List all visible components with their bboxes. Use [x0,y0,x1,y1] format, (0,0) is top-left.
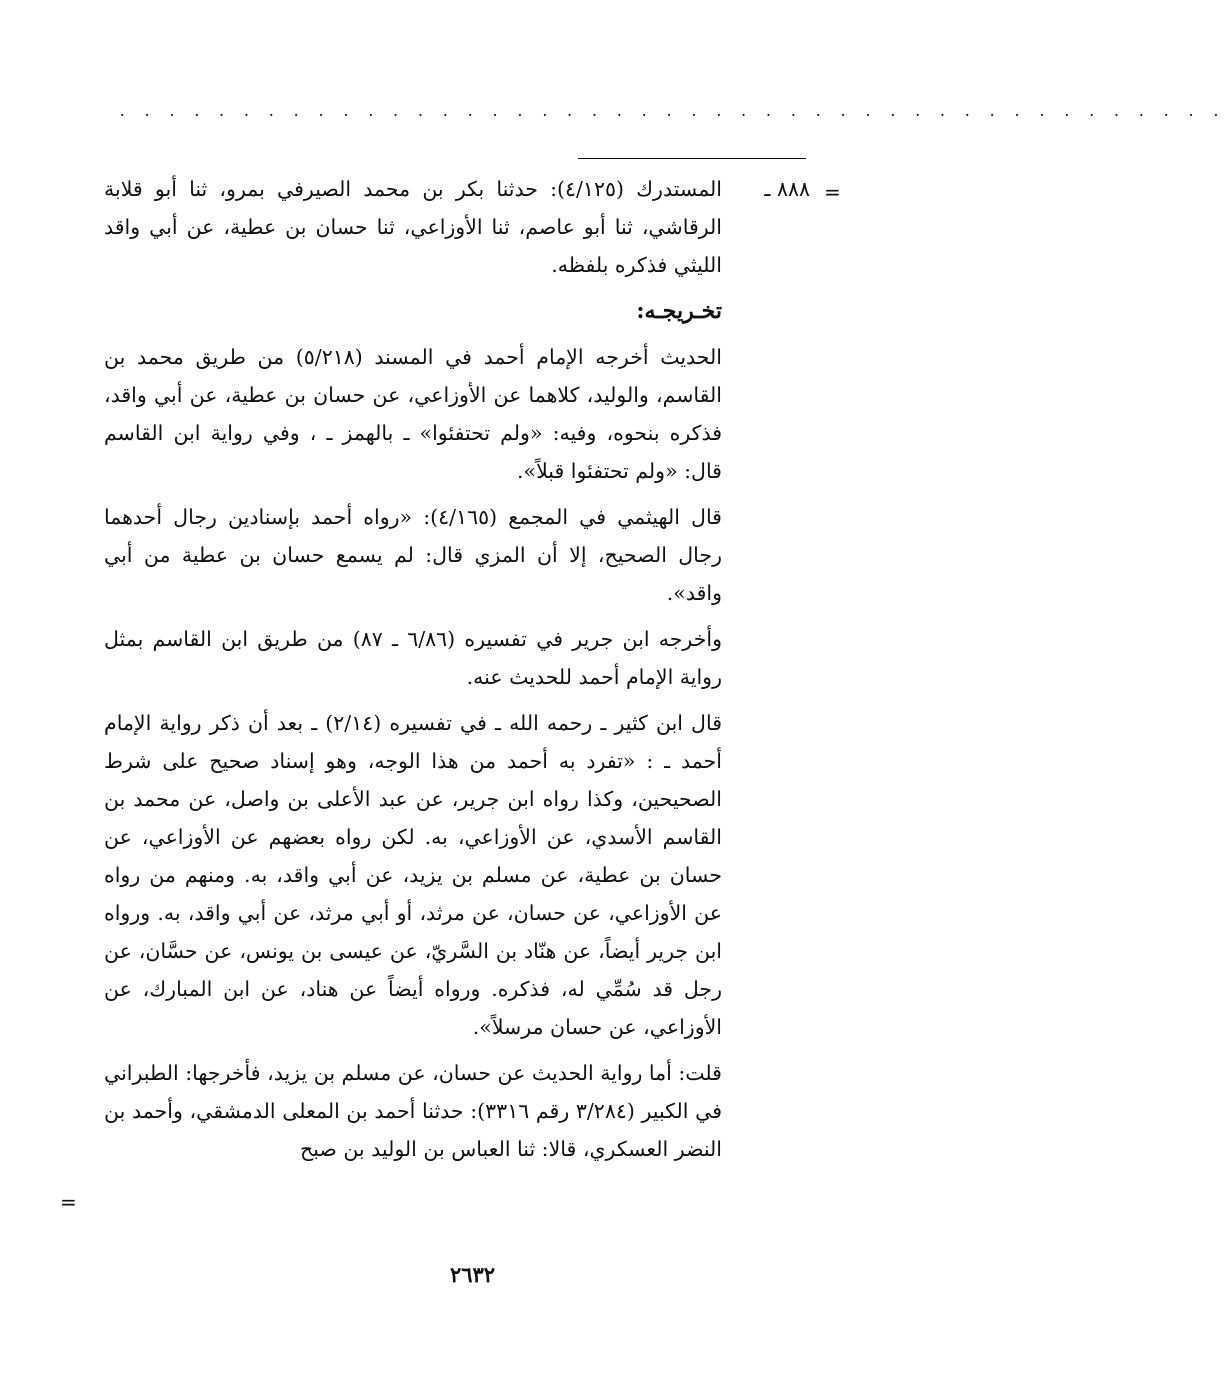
paragraph-ibn-jarir: وأخرجه ابن جرير في تفسيره (٦/٨٦ ـ ٨٧) من طريق ابن القاسم بمثل رواية الإمام أحمد للحديث عنه. [104,627,722,689]
paragraph-ibn-kathir: قال ابن كثير ـ رحمه الله ـ في تفسيره (٢/١٤) ـ بعد أن ذكر رواية الإمام أحمد ـ : «تفرد به أحمد من هذا الوجه، وهو إسناد صحيح على شرط الصحيحين، وكذا رواه ابن جرير، عن عبد الأعلى بن واصل، عن محمد بن القاسم الأسدي، عن الأوزاعي، به. لكن رواه بعضهم عن الأوزاعي، عن حسان بن عطية، عن مسلم بن يزيد، عن أبي واقد، به. ومنهم من رواه عن الأوزاعي، عن حسان، عن مرثد، أو أبي مرثد، عن أبي واقد، به. ورواه ابن جرير أيضاً، عن هنّاد بن السَّريّ، عن عيسى بن يونس، عن حسَّان، عن رجل قد سُمِّي له، فذكره. ورواه أيضاً عن هناد، عن ابن المبارك، عن الأوزاعي، عن حسان مرسلاً». [104,711,722,1039]
continuation-mark-top: = [824,180,841,204]
paragraph-haythami: قال الهيثمي في المجمع (٤/١٦٥): «رواه أحمد بإسنادين رجال أحدهما رجال الصحيح، إلا أن المزي قال: لم يسمع حسان بن عطية من أبي واقد». [104,505,722,605]
section-heading: تخـريجـه: [636,298,722,324]
page-number: ٢٦٣٢ [449,1262,496,1287]
paragraph-tabarani: قلت: أما رواية الحديث عن حسان، عن مسلم بن يزيد، فأخرجها: الطبراني في الكبير (٣/٢٨٤ رقم ٣٣١٦): حدثنا أحمد بن المعلى الدمشقي، وأحمد بن النضر العسكري، قالا: ثنا العباس بن الوليد بن صبح [104,1061,722,1161]
paragraph-musnad: الحديث أخرجه الإمام أحمد في المسند (٥/٢١٨) من طريق محمد بن القاسم، والوليد، كلاهما عن الأوزاعي، عن حسان بن عطية، عن أبي واقد، فذكره بنحوه، وفيه: «ولم تحتفئوا» ـ بالهمز ـ ، وفي رواية ابن القاسم قال: «ولم تحتفئوا قبلاً». [104,345,722,483]
entry-text: المستدرك (٤/١٢٥): حدثنا بكر بن محمد الصيرفي بمرو، ثنا أبو قلابة الرقاشي، ثنا أبو عاصم، ثنا الأوزاعي، ثنا حسان بن عطية، عن أبي واقد الليثي فذكره بلفظه. [104,177,722,277]
page-body [104,170,722,1176]
header-dotted-line: . . . . . . . . . . . . . . . . . . . . . . . . . . . . . . . . . . . . . . . . . . . . . [118,104,1224,120]
footnote-separator-rule [578,158,806,159]
continuation-mark-bottom: = [60,1190,77,1214]
entry-number: ٨٨٨ ـ [764,177,810,201]
